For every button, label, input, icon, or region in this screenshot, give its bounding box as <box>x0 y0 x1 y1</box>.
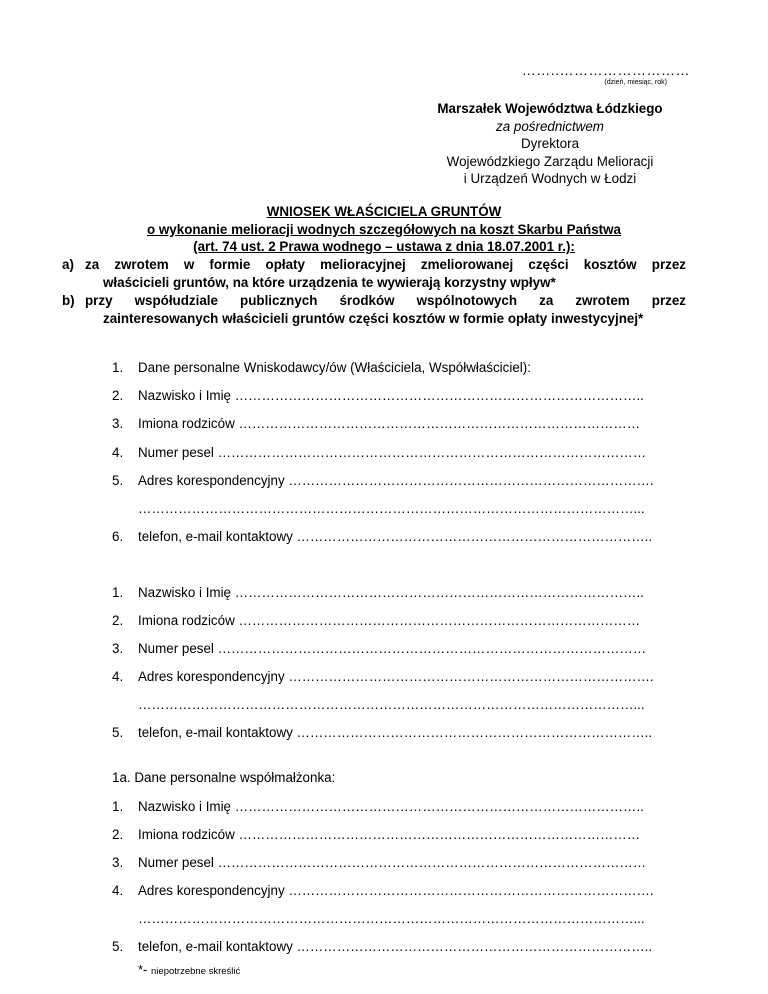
section2-item[interactable]: 1. Nazwisko i Imię ……………………………………………………………………………….. <box>112 583 692 603</box>
option-b-line-2: zainteresowanych właścicieli gruntów części kosztów w formie opłaty inwestycyjnej* <box>103 311 644 326</box>
section1-item-text: Imiona rodziców ……………………………………………………………………………… <box>138 416 641 431</box>
section3-address-continuation[interactable]: …………………………………………………………………………………………………... <box>138 911 645 926</box>
section2-item-text: Adres korespondencyjny ………………………………………………………………………. <box>138 669 654 684</box>
section1-item-text: Numer pesel …………………………………………………………………………………… <box>138 445 647 460</box>
section2-item[interactable]: 5. telefon, e-mail kontaktowy …………………………………………………………………….. <box>112 723 692 743</box>
addressee-line-4: Wojewódzkiego Zarządu Melioracji <box>446 153 654 169</box>
section3-item[interactable]: 3. Numer pesel …………………………………………………………………………………… <box>112 853 692 873</box>
section3-item-text: telefon, e-mail kontaktowy …………………………………………………………………….. <box>138 939 653 954</box>
section2-address-continuation[interactable]: …………………………………………………………………………………………………... <box>138 697 645 712</box>
option-b-mark: b) <box>62 293 75 308</box>
section2-item-text: telefon, e-mail kontaktowy …………………………………………………………………….. <box>138 725 653 740</box>
section1-item[interactable]: 5. Adres korespondencyjny ………………………………………………………………………. <box>112 471 692 491</box>
section1-item[interactable]: 2. Nazwisko i Imię ……………………………………………………………………………….. <box>112 386 692 406</box>
section1-item: 1. Dane personalne Wniskodawcy/ów (Właściciela, Współwłaściciel): <box>112 358 692 378</box>
section1-item[interactable]: 6. telefon, e-mail kontaktowy …………………………………………………………………….. <box>112 527 692 547</box>
addressee-line-2: za pośrednictwem <box>496 118 604 134</box>
footnote-mark: *- <box>138 962 148 977</box>
section3-item-text: Adres korespondencyjny ………………………………………………………………………. <box>138 883 654 898</box>
section1-address-continuation[interactable]: …………………………………………………………………………………………………... <box>138 501 645 516</box>
section2-item-text: Nazwisko i Imię ……………………………………………………………………………….. <box>138 585 644 600</box>
section2-item[interactable]: 3. Numer pesel …………………………………………………………………………………… <box>112 639 692 659</box>
option-a <box>62 256 686 292</box>
section3-item[interactable]: 4. Adres korespondencyjny ………………………………………………………………………. <box>112 881 692 901</box>
section1-item-text: Adres korespondencyjny ………………………………………………………………………. <box>138 473 654 488</box>
addressee-line-1: Marszałek Województwa Łódzkiego <box>437 101 663 116</box>
addressee-block <box>400 100 700 188</box>
section1-item-text: telefon, e-mail kontaktowy …………………………………………………………………….. <box>138 529 653 544</box>
footnote-text: niepotrzebne skreślić <box>151 966 241 977</box>
date-field-dots: ……..……………………… <box>521 62 690 78</box>
section1-item-text: Dane personalne Wniskodawcy/ów (Właściciela, Współwłaściciel): <box>138 360 531 375</box>
section3-item-text: Nazwisko i Imię ……………………………………………………………………………….. <box>138 799 644 814</box>
footnote <box>138 962 240 980</box>
section1-item[interactable]: 3. Imiona rodziców ……………………………………………………………………………… <box>112 414 692 434</box>
section3-item-text: Numer pesel …………………………………………………………………………………… <box>138 855 647 870</box>
section2-item[interactable]: 2. Imiona rodziców ……………………………………………………………………………… <box>112 611 692 631</box>
addressee-line-5: i Urządzeń Wodnych w Łodzi <box>463 171 637 187</box>
option-a-line-2: właścicieli gruntów, na które urządzenia te wywierają korzystny wpływ* <box>103 275 556 290</box>
option-b-line-1: przy współudziale publicznych środków wspólnotowych za zwrotem przez <box>85 293 686 308</box>
section3-item[interactable]: 5. telefon, e-mail kontaktowy …………………………………………………………………….. <box>112 937 692 957</box>
section3-item[interactable]: 2. Imiona rodziców ……………………………………………………………………………… <box>112 825 692 845</box>
addressee-line-3: Dyrektora <box>520 136 580 152</box>
option-b <box>62 292 686 328</box>
section1-item-text: Nazwisko i Imię ……………………………………………………………………………….. <box>138 388 644 403</box>
section3-item-text: Imiona rodziców ……………………………………………………………………………… <box>138 827 641 842</box>
document-title <box>20 203 748 256</box>
title-line-2: o wykonanie melioracji wodnych szczegółowych na koszt Skarbu Państwa <box>146 221 621 237</box>
section3-heading: 1a. Dane personalne współmałżonka: <box>112 770 336 785</box>
option-a-line-1: za zwrotem w formie opłaty melioracyjnej zmeliorowanej części kosztów przez <box>85 257 686 272</box>
section2-item[interactable]: 4. Adres korespondencyjny ………………………………………………………………………. <box>112 667 692 687</box>
option-a-mark: a) <box>62 257 74 272</box>
section3-item[interactable]: 1. Nazwisko i Imię ……………………………………………………………………………….. <box>112 797 692 817</box>
section1-item[interactable]: 4. Numer pesel …………………………………………………………………………………… <box>112 443 692 463</box>
title-line-3: (art. 74 ust. 2 Prawa wodnego – ustawa z dnia 18.07.2001 r.): <box>193 239 575 255</box>
date-field-hint: (dzień, miesiąc, rok) <box>604 79 667 86</box>
section2-item-text: Imiona rodziców ……………………………………………………………………………… <box>138 613 641 628</box>
section2-item-text: Numer pesel …………………………………………………………………………………… <box>138 641 647 656</box>
title-line-1: WNIOSEK WŁAŚCICIELA GRUNTÓW <box>266 204 502 219</box>
